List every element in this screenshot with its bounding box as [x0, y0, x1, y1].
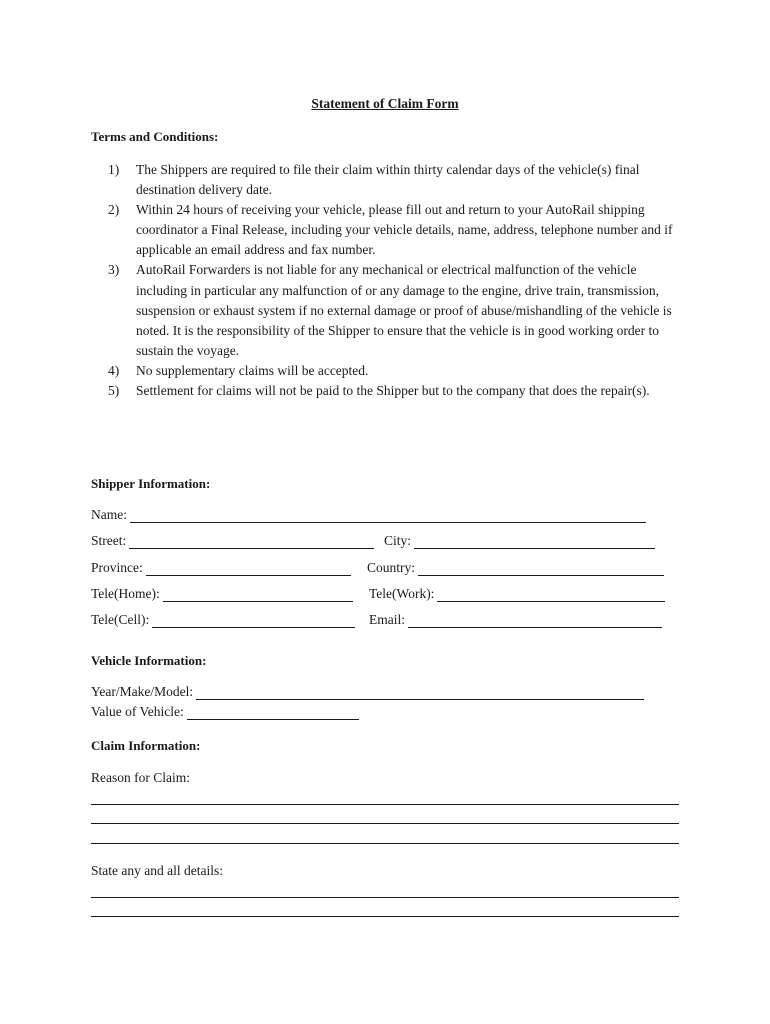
- street-label: Street:: [91, 533, 127, 548]
- item-number: 2): [108, 202, 120, 218]
- tele-home-field[interactable]: [91, 586, 353, 602]
- city-label: City:: [384, 533, 412, 548]
- year-make-model-line[interactable]: [196, 687, 644, 700]
- list-item: [108, 160, 678, 200]
- country-line[interactable]: [418, 563, 664, 576]
- reason-label: Reason for Claim:: [91, 770, 190, 785]
- claim-heading: Claim Information:: [91, 738, 201, 753]
- city-line[interactable]: [414, 536, 655, 549]
- province-field[interactable]: [91, 560, 351, 576]
- tele-work-line[interactable]: [437, 589, 665, 602]
- tele-cell-line[interactable]: [152, 615, 355, 628]
- tele-home-label: Tele(Home):: [91, 586, 160, 601]
- email-field[interactable]: [369, 612, 662, 628]
- reason-line-3[interactable]: [91, 843, 679, 844]
- item-number: 1): [108, 162, 120, 177]
- item-number: 3): [108, 262, 120, 278]
- province-line[interactable]: [146, 563, 351, 576]
- list-item: [108, 260, 678, 360]
- country-label: Country:: [367, 560, 416, 575]
- name-label: Name:: [91, 507, 127, 522]
- year-make-model-field[interactable]: [91, 684, 644, 700]
- terms-list: [108, 160, 678, 401]
- list-item: [108, 381, 678, 401]
- name-line[interactable]: [130, 510, 646, 523]
- reason-line-2[interactable]: [91, 823, 679, 824]
- street-field[interactable]: [91, 533, 374, 549]
- email-line[interactable]: [408, 615, 662, 628]
- vehicle-heading: Vehicle Information:: [91, 653, 207, 668]
- list-item: [108, 361, 678, 381]
- item-text: Within 24 hours of receiving your vehicle, please fill out and return to your AutoRail shipping coordinator a Final Release, including your vehicle details, name, address, telephone number and if applicable an email address and fax number.: [136, 202, 673, 258]
- item-text: No supplementary claims will be accepted.: [136, 362, 369, 378]
- page-title: Statement of Claim Form: [311, 96, 459, 111]
- vehicle-value-field[interactable]: [91, 704, 359, 720]
- terms-heading: Terms and Conditions:: [91, 129, 219, 144]
- city-field[interactable]: [384, 533, 655, 549]
- tele-home-line[interactable]: [163, 589, 353, 602]
- reason-line-1[interactable]: [91, 804, 679, 805]
- item-number: 5): [108, 383, 120, 399]
- item-text: AutoRail Forwarders is not liable for any mechanical or electrical malfunction of the vehicle including in particular any malfunction of or any damage to the engine, drive train, transmission, suspension or exhaust system if no external damage or proof of abuse/mishandling of the vehicle is noted. It is the responsibility of the Shipper to ensure that the vehicle is in good working order to sustain the voyage.: [136, 262, 672, 358]
- shipper-heading: Shipper Information:: [91, 476, 211, 491]
- tele-work-label: Tele(Work):: [369, 586, 435, 601]
- tele-cell-label: Tele(Cell):: [91, 612, 150, 627]
- province-label: Province:: [91, 560, 143, 575]
- tele-work-field[interactable]: [369, 586, 665, 602]
- year-make-model-label: Year/Make/Model:: [91, 684, 194, 699]
- name-field[interactable]: [91, 507, 646, 523]
- list-item: [108, 200, 678, 260]
- tele-cell-field[interactable]: [91, 612, 355, 628]
- details-line-2[interactable]: [91, 916, 679, 917]
- country-field[interactable]: [367, 560, 664, 576]
- vehicle-value-line[interactable]: [187, 707, 359, 720]
- details-label: State any and all details:: [91, 863, 223, 878]
- email-label: Email:: [369, 612, 405, 627]
- item-number: 4): [108, 362, 120, 378]
- item-text: The Shippers are required to file their claim within thirty calendar days of the vehicle(s) final destination delivery date.: [136, 162, 640, 198]
- vehicle-value-label: Value of Vehicle:: [91, 704, 184, 719]
- details-line-1[interactable]: [91, 897, 679, 898]
- item-text: Settlement for claims will not be paid to the Shipper but to the company that does the repair(s).: [136, 383, 650, 399]
- street-line[interactable]: [129, 536, 374, 549]
